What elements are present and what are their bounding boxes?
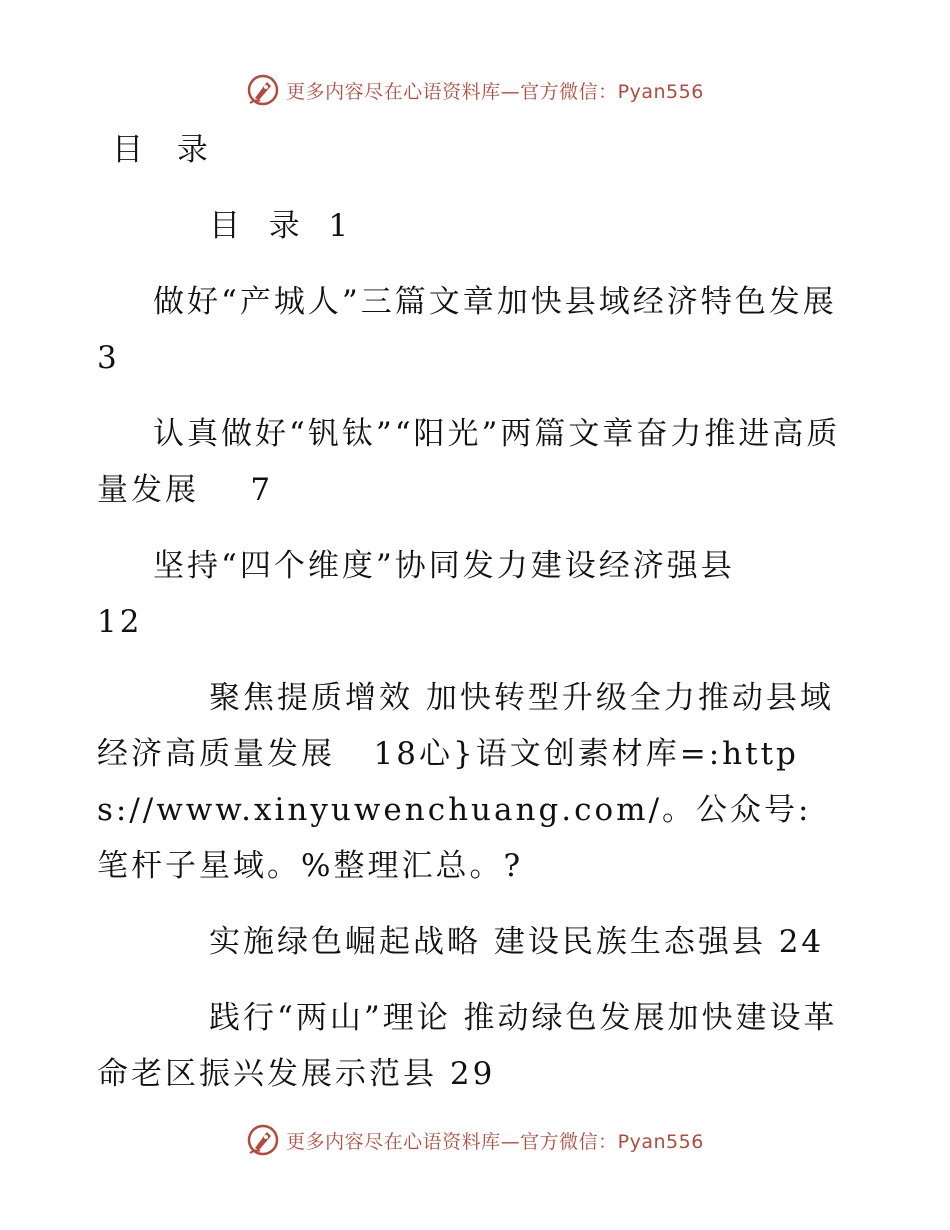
page-title: 目 录 (112, 132, 220, 168)
footer-watermark-text: 更多内容尽在心语资料库—官方微信：Pyan556 (286, 1130, 704, 1153)
header-watermark-content (246, 73, 704, 107)
pen-nib-logo-icon (246, 73, 280, 107)
toc-entry[interactable]: 做好“产城人”三篇文章加快县域经济特色发展 3 (97, 284, 863, 376)
footer-watermark-content (246, 1123, 704, 1157)
toc-entry[interactable]: 聚焦提质增效 加快转型升级全力推动县域经济高质量发展 18心}语文创素材库=:https://www.xinyuwenchuang.com/。公众号: 笔杆子星域。%整理汇总。? (97, 680, 834, 884)
toc-entry[interactable]: 坚持“四个维度”协同发力建设经济强县 12 (97, 548, 735, 640)
header-watermark-text: 更多内容尽在心语资料库—官方微信：Pyan556 (286, 80, 704, 103)
toc-entry[interactable]: 认真做好“钒钛”“阳光”两篇文章奋力推进高质量发展 7 (97, 416, 841, 508)
toc-list (97, 198, 863, 1102)
footer-watermark (0, 1120, 950, 1160)
toc-entry[interactable]: 实施绿色崛起战略 建设民族生态强县 24 (209, 924, 825, 960)
pen-nib-logo-icon (246, 1123, 280, 1157)
toc-entry[interactable]: 践行“两山”理论 推动绿色发展加快建设革命老区振兴发展示范县 29 (97, 1000, 838, 1092)
toc-entry[interactable]: 目 录 1 (209, 208, 352, 244)
header-watermark (0, 70, 950, 110)
